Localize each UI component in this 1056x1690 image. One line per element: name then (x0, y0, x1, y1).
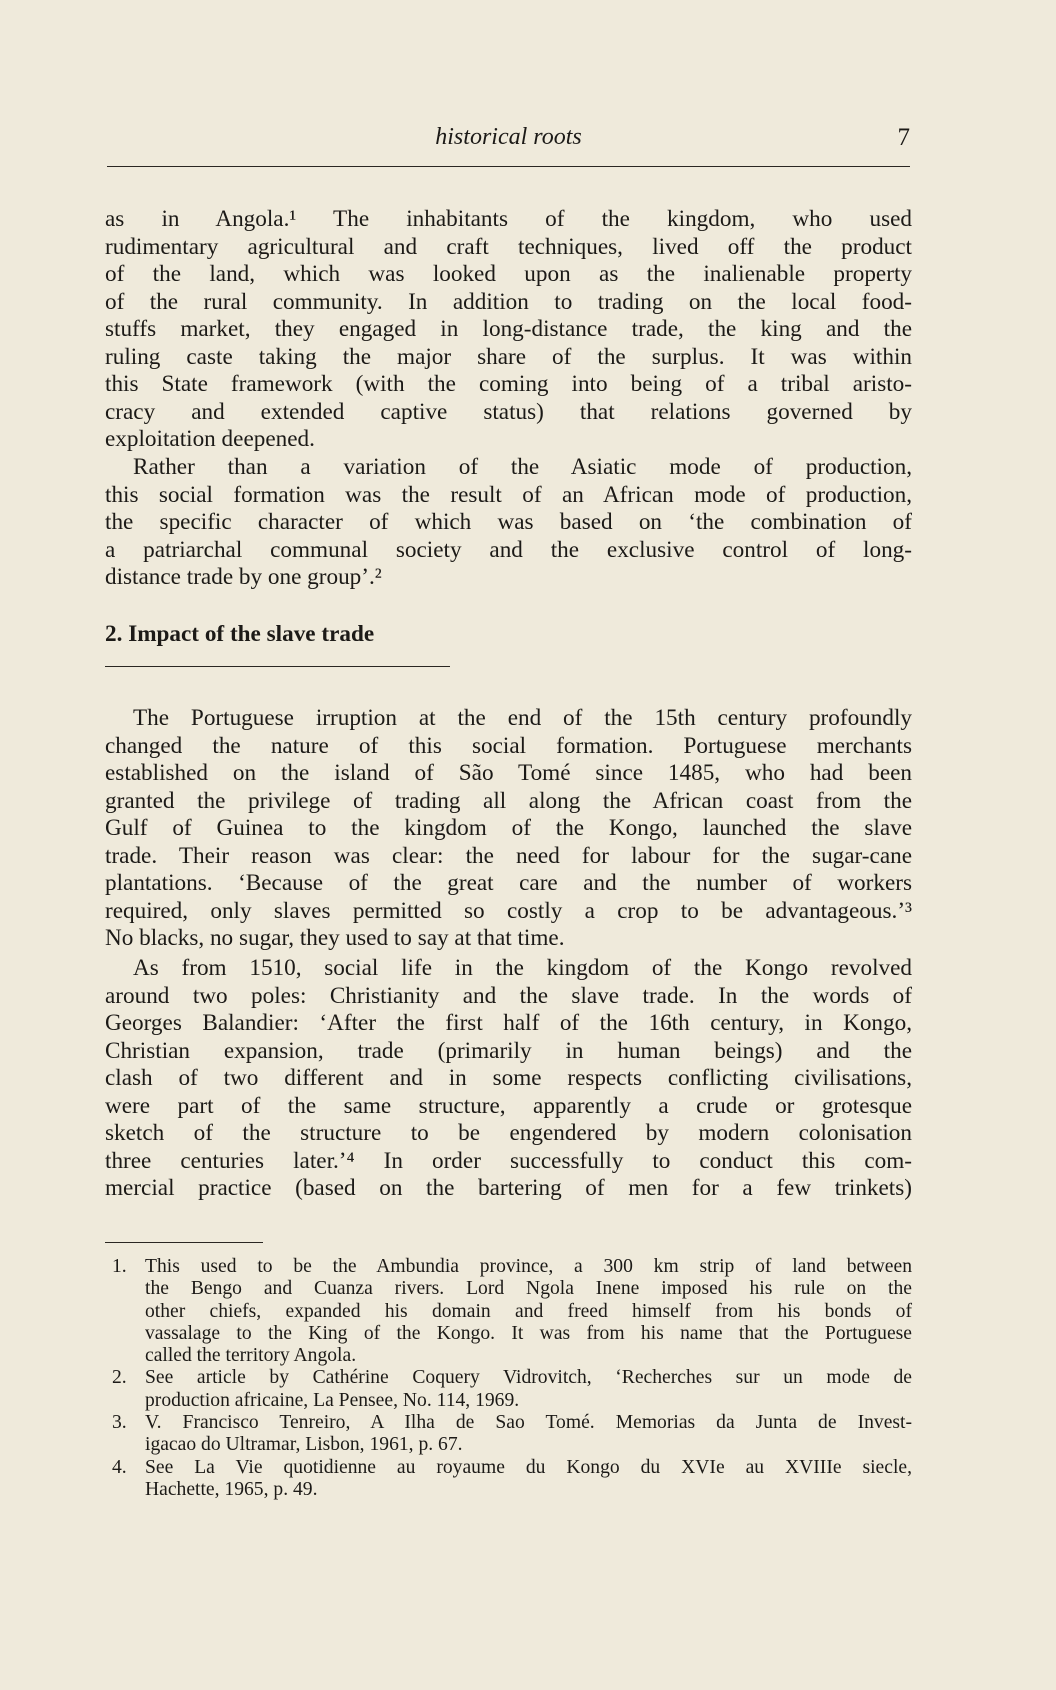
footnote-number: 2. (112, 1367, 127, 1389)
text-line: stuffs market, they engaged in long-distance trade, the king and the (105, 316, 912, 342)
body-paragraph-2 (105, 454, 912, 592)
section-heading: 2. Impact of the slave trade (105, 621, 375, 647)
text-line: Gulf of Guinea to the kingdom of the Kongo, launched the slave (105, 815, 912, 841)
text-line: the specific character of which was based on ‘the combination of (105, 509, 912, 535)
section-paragraph-2 (105, 955, 912, 1203)
text-line: The Portuguese irruption at the end of the 15th century profoundly (133, 705, 912, 731)
footnote-number: 3. (112, 1412, 127, 1434)
footnote-line: igacao do Ultramar, Lisbon, 1961, p. 67. (145, 1434, 463, 1456)
body-paragraph-1 (105, 206, 912, 454)
footnote-line: other chiefs, expanded his domain and freed himself from his bonds of (145, 1300, 912, 1322)
text-line: a patriarchal communal society and the exclusive control of long- (105, 536, 912, 563)
running-title: historical roots (435, 124, 582, 150)
section-paragraph-1 (105, 705, 912, 953)
footnote-number: 4. (112, 1456, 127, 1478)
text-line: this State framework (with the coming into being of a tribal aristo- (105, 371, 912, 397)
footnote-line: See La Vie quotidienne au royaume du Kongo du XVIe au XVIIIe siecle, (145, 1456, 912, 1478)
text-line: three centuries later.’⁴ In order successfully to conduct this com- (105, 1147, 912, 1174)
footnote-number: 1. (112, 1256, 127, 1277)
text-line: exploitation deepened. (105, 426, 315, 452)
text-line: required, only slaves permitted so costly a crop to be advantageous.’³ (105, 897, 912, 924)
header-rule (107, 166, 910, 167)
text-line: around two poles: Christianity and the slave trade. In the words of (105, 982, 912, 1009)
footnote-line: V. Francisco Tenreiro, A Ilha de Sao Tomé. Memorias da Junta de Invest- (145, 1412, 912, 1434)
text-line: Georges Balandier: ‘After the first half of the 16th century, in Kongo, (105, 1010, 912, 1036)
text-line: rudimentary agricultural and craft techniques, lived off the product (105, 233, 912, 260)
footnote-line: production africaine, La Pensee, No. 114, 1969. (145, 1389, 520, 1411)
footnote-2 (112, 1367, 912, 1412)
text-line: were part of the same structure, apparently a crude or grotesque (105, 1092, 912, 1119)
text-line: granted the privilege of trading all along the African coast from the (105, 787, 912, 814)
page-number: 7 (897, 124, 910, 151)
footnote-line: the Bengo and Cuanza rivers. Lord Ngola Inene imposed his rule on the (145, 1278, 912, 1300)
text-line: Christian expansion, trade (primarily in human beings) and the (105, 1037, 912, 1064)
footnotes (112, 1256, 912, 1501)
text-line: of the rural community. In addition to trading on the local food- (105, 288, 912, 315)
text-line: distance trade by one group’.² (105, 564, 382, 590)
text-line: as in Angola.¹ The inhabitants of the kingdom, who used (105, 206, 912, 232)
text-line: changed the nature of this social formation. Portuguese merchants (105, 732, 912, 759)
text-line: As from 1510, social life in the kingdom of the Kongo revolved (133, 955, 912, 981)
footnote-4 (112, 1457, 912, 1502)
footnote-line: This used to be the Ambundia province, a 300 km strip of land between (145, 1256, 912, 1277)
text-line: mercial practice (based on the bartering of men for a few trinkets) (105, 1175, 912, 1201)
text-line: clash of two different and in some respects conflicting civilisations, (105, 1065, 912, 1091)
running-header (107, 118, 910, 154)
text-line: plantations. ‘Because of the great care and the number of workers (105, 870, 912, 896)
footnote-3 (112, 1412, 912, 1457)
text-line: ruling caste taking the major share of the surplus. It was within (105, 343, 912, 370)
text-line: this social formation was the result of an African mode of production, (105, 481, 912, 508)
footnote-rule (105, 1242, 263, 1243)
section-heading-rule (105, 666, 450, 667)
text-line: No blacks, no sugar, they used to say at that time. (105, 925, 565, 951)
text-line: Rather than a variation of the Asiatic mode of production, (133, 454, 912, 480)
text-line: established on the island of São Tomé since 1485, who had been (105, 760, 912, 786)
text-line: cracy and extended captive status) that relations governed by (105, 398, 912, 425)
footnote-line: called the territory Angola. (145, 1345, 357, 1367)
text-line: of the land, which was looked upon as the inalienable property (105, 261, 912, 287)
footnote-1 (112, 1256, 912, 1367)
text-line: sketch of the structure to be engendered by modern colonisation (105, 1120, 912, 1146)
footnote-line: Hachette, 1965, p. 49. (145, 1478, 318, 1500)
text-line: trade. Their reason was clear: the need for labour for the sugar-cane (105, 842, 912, 869)
footnote-line: See article by Cathérine Coquery Vidrovitch, ‘Recherches sur un mode de (145, 1367, 912, 1389)
footnote-line: vassalage to the King of the Kongo. It was from his name that the Portuguese (145, 1322, 912, 1344)
